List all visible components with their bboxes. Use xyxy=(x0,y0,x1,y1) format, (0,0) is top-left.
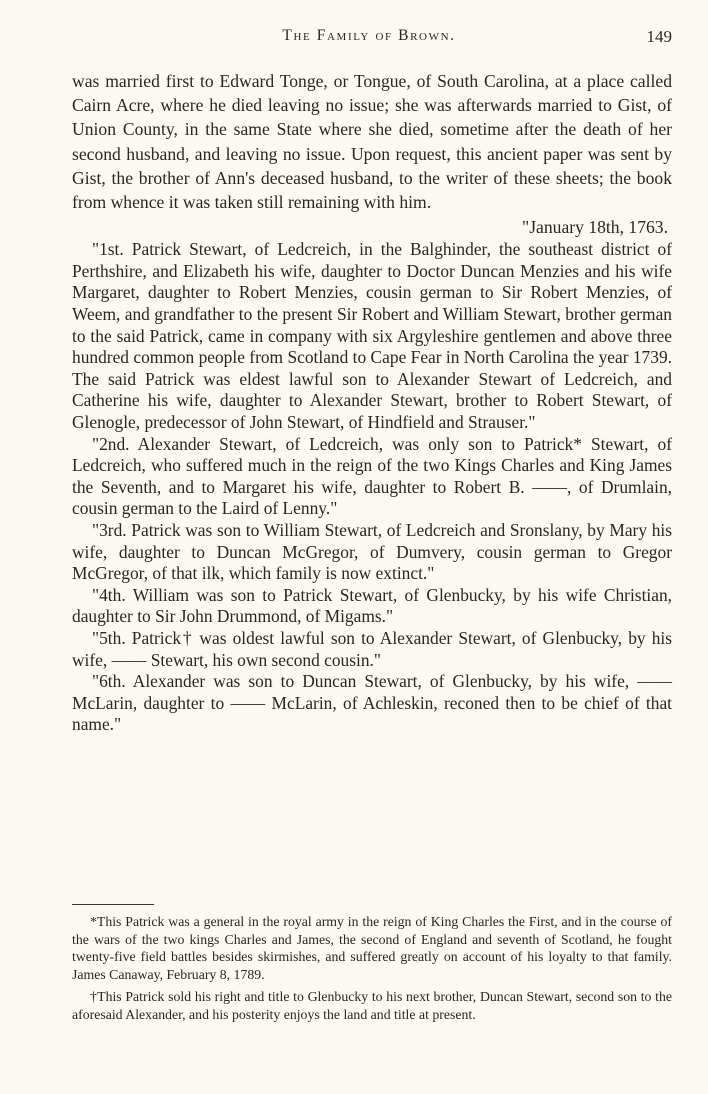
intro-paragraph xyxy=(72,69,672,214)
genealogy-entry-6th: "6th. Alexander was son to Duncan Stewart, of Glenbucky, by his wife, —— McLarin, daughter to —— McLarin, of Achleskin, reconed then to be chief of that name." xyxy=(72,671,672,735)
running-title: The Family of Brown. xyxy=(282,27,456,44)
footnote-dagger: †This Patrick sold his right and title to Glenbucky to his next brother, Duncan Stewart, second son to the aforesaid Alexander, and his posterity enjoys the land and title at present. xyxy=(72,989,672,1022)
footnote-asterisk: *This Patrick was a general in the royal army in the reign of King Charles the First, and in the course of the wars of the two kings Charles and James, the second of England and seventh of Scotland, he fought twenty-five field battles besides skirmishes, and suffered greatly on account of his loyalty to that family. James Canaway, February 8, 1789. xyxy=(72,914,672,982)
genealogy-entry-5th: "5th. Patrick† was oldest lawful son to Alexander Stewart, of Glenbucky, by his wife, —— Stewart, his own second cousin." xyxy=(72,627,672,670)
genealogy-entry-2nd: "2nd. Alexander Stewart, of Ledcreich, was only son to Patrick* Stewart, of Ledcreich, who suffered much in the reign of the two Kings Charles and King James the Seventh, and to Margaret his wife, daughter to Robert B. ——, of Drumlain, cousin german to the Laird of Lenny." xyxy=(72,433,672,519)
main-text xyxy=(72,69,672,736)
footnotes xyxy=(72,913,672,1024)
page-number: 149 xyxy=(646,27,672,46)
document-date: "January 18th, 1763. xyxy=(522,217,668,238)
genealogy-entry-1st: "1st. Patrick Stewart, of Ledcreich, in the Balghinder, the southeast district of Perthshire, and Elizabeth his wife, daughter to Doctor Duncan Menzies and his wife Margaret, daughter to Robert Menzies, cousin german to Sir Robert Menzies, of Weem, and grandfather to the present Sir Robert and William Stewart, brother german to the said Patrick, came in company with six Argyleshire gentlemen and above three hundred common people from Scotland to Cape Fear in North Carolina the year 1739. The said Patrick was eldest lawful son to Alexander Stewart of Ledcreich, and Catherine his wife, daughter to Alexander Stewart, brother to Robert Stewart, of Glenogle, predecessor of John Stewart, of Hindfield and Strauser." xyxy=(72,239,672,432)
genealogy-entry-3rd: "3rd. Patrick was son to William Stewart, of Ledcreich and Sronslany, by Mary his wife, daughter to Duncan McGregor, of Dumvery, cousin german to Gregor McGregor, of that ilk, which family is now extinct." xyxy=(72,519,672,584)
genealogy-entry-4th: "4th. William was son to Patrick Stewart, of Glenbucky, by his wife Christian, daughter to Sir John Drummond, of Migams." xyxy=(72,584,672,627)
intro-text: was married first to Edward Tonge, or Tongue, of South Carolina, at a place called Cairn Acre, where he died leaving no issue; she was afterwards married to Gist, of Union County, in the same State where she died, sometime after the death of her second husband, and leaving no issue. Upon request, this ancient paper was sent by Gist, the brother of Ann's deceased husband, to the writer of these sheets; the book from whence it was taken still remaining with him. xyxy=(72,71,672,213)
page-header xyxy=(66,27,672,53)
footnote-divider xyxy=(72,904,154,905)
